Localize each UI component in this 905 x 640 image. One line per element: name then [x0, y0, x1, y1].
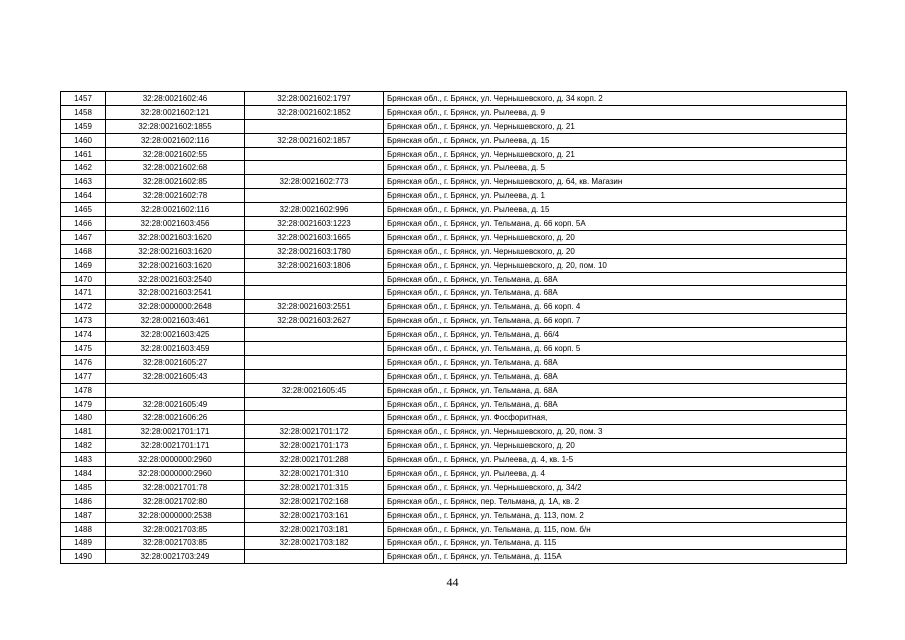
table-row: [61, 425, 847, 439]
table-row: [61, 258, 847, 272]
object-cadastral-number-cell: 32:28:0021701:288: [245, 453, 384, 467]
object-cadastral-number-cell: 32:28:0021602:996: [245, 203, 384, 217]
cadastral-number-cell: 32:28:0021701:171: [106, 425, 245, 439]
row-number-cell: 1485: [61, 480, 106, 494]
row-number-cell: 1478: [61, 383, 106, 397]
cadastral-number-cell: 32:28:0021701:171: [106, 439, 245, 453]
address-cell: Брянская обл., г. Брянск, ул. Тельмана, д. 115: [384, 536, 847, 550]
row-number-cell: 1474: [61, 328, 106, 342]
address-cell: Брянская обл., г. Брянск, ул. Тельмана, д. 68А: [384, 286, 847, 300]
table-row: [61, 286, 847, 300]
address-cell: Брянская обл., г. Брянск, ул. Тельмана, д. 66/4: [384, 328, 847, 342]
table-row: [61, 119, 847, 133]
address-cell: Брянская обл., г. Брянск, ул. Чернышевского, д. 20: [384, 244, 847, 258]
row-number-cell: 1486: [61, 494, 106, 508]
table-row: [61, 480, 847, 494]
table-row: [61, 397, 847, 411]
cadastral-number-cell: 32:28:0021602:55: [106, 147, 245, 161]
cadastral-number-cell: 32:28:0021603:459: [106, 342, 245, 356]
row-number-cell: 1462: [61, 161, 106, 175]
row-number-cell: 1480: [61, 411, 106, 425]
row-number-cell: 1465: [61, 203, 106, 217]
table-row: [61, 508, 847, 522]
row-number-cell: 1470: [61, 272, 106, 286]
table-row: [61, 550, 847, 564]
cadastral-number-cell: 32:28:0000000:2538: [106, 508, 245, 522]
table-row: [61, 217, 847, 231]
table-row: [61, 147, 847, 161]
address-cell: Брянская обл., г. Брянск, ул. Чернышевского, д. 20: [384, 439, 847, 453]
cadastral-number-cell: 32:28:0021605:43: [106, 369, 245, 383]
row-number-cell: 1489: [61, 536, 106, 550]
row-number-cell: 1461: [61, 147, 106, 161]
table-row: [61, 328, 847, 342]
object-cadastral-number-cell: [245, 550, 384, 564]
cadastral-number-cell: 32:28:0021602:78: [106, 189, 245, 203]
object-cadastral-number-cell: 32:28:0021603:1223: [245, 217, 384, 231]
address-cell: Брянская обл., г. Брянск, ул. Чернышевского, д. 21: [384, 147, 847, 161]
object-cadastral-number-cell: [245, 369, 384, 383]
object-cadastral-number-cell: [245, 286, 384, 300]
cadastral-number-cell: 32:28:0021602:121: [106, 105, 245, 119]
row-number-cell: 1487: [61, 508, 106, 522]
cadastral-number-cell: 32:28:0021603:461: [106, 314, 245, 328]
address-cell: Брянская обл., г. Брянск, ул. Тельмана, д. 68А: [384, 369, 847, 383]
table-row: [61, 453, 847, 467]
cadastral-number-cell: 32:28:0021605:49: [106, 397, 245, 411]
address-cell: Брянская обл., г. Брянск, ул. Рылеева, д. 5: [384, 161, 847, 175]
row-number-cell: 1458: [61, 105, 106, 119]
table-row: [61, 369, 847, 383]
address-cell: Брянская обл., г. Брянск, ул. Рылеева, д. 9: [384, 105, 847, 119]
cadastral-number-cell: 32:28:0021701:78: [106, 480, 245, 494]
page-number: 44: [446, 575, 459, 589]
address-cell: Брянская обл., г. Брянск, ул. Рылеева, д. 4: [384, 467, 847, 481]
row-number-cell: 1482: [61, 439, 106, 453]
cadastral-number-cell: 32:28:0021703:85: [106, 522, 245, 536]
cadastral-number-cell: 32:28:0021603:425: [106, 328, 245, 342]
object-cadastral-number-cell: [245, 147, 384, 161]
address-cell: Брянская обл., г. Брянск, ул. Тельмана, д. 115А: [384, 550, 847, 564]
row-number-cell: 1483: [61, 453, 106, 467]
row-number-cell: 1467: [61, 230, 106, 244]
table-row: [61, 355, 847, 369]
row-number-cell: 1473: [61, 314, 106, 328]
object-cadastral-number-cell: [245, 355, 384, 369]
address-cell: Брянская обл., г. Брянск, ул. Рылеева, д. 15: [384, 133, 847, 147]
cadastral-number-cell: 32:28:0021602:116: [106, 133, 245, 147]
cadastral-number-cell: 32:28:0021602:85: [106, 175, 245, 189]
row-number-cell: 1476: [61, 355, 106, 369]
cadastral-number-cell: 32:28:0000000:2648: [106, 300, 245, 314]
cadastral-number-cell: 32:28:0021603:2541: [106, 286, 245, 300]
object-cadastral-number-cell: [245, 189, 384, 203]
object-cadastral-number-cell: [245, 119, 384, 133]
object-cadastral-number-cell: 32:28:0021602:773: [245, 175, 384, 189]
table-row: [61, 230, 847, 244]
row-number-cell: 1464: [61, 189, 106, 203]
object-cadastral-number-cell: [245, 397, 384, 411]
address-cell: Брянская обл., г. Брянск, ул. Рылеева, д. 15: [384, 203, 847, 217]
cadastral-number-cell: 32:28:0000000:2960: [106, 453, 245, 467]
address-cell: Брянская обл., г. Брянск, ул. Тельмана, д. 68А: [384, 383, 847, 397]
cadastral-number-cell: 32:28:0021606:26: [106, 411, 245, 425]
row-number-cell: 1457: [61, 92, 106, 106]
table-row: [61, 383, 847, 397]
row-number-cell: 1490: [61, 550, 106, 564]
object-cadastral-number-cell: 32:28:0021703:181: [245, 522, 384, 536]
address-cell: Брянская обл., г. Брянск, пер. Тельмана, д. 1А, кв. 2: [384, 494, 847, 508]
cadastral-number-cell: 32:28:0021602:1855: [106, 119, 245, 133]
object-cadastral-number-cell: 32:28:0021701:172: [245, 425, 384, 439]
table-row: [61, 175, 847, 189]
cadastral-number-cell: 32:28:0021605:27: [106, 355, 245, 369]
address-cell: Брянская обл., г. Брянск, ул. Фосфоритная,: [384, 411, 847, 425]
table-row: [61, 314, 847, 328]
cadastral-number-cell: 32:28:0000000:2960: [106, 467, 245, 481]
table-row: [61, 411, 847, 425]
registry-table: [60, 91, 847, 564]
cadastral-number-cell: 32:28:0021603:1620: [106, 230, 245, 244]
cadastral-number-cell: [106, 383, 245, 397]
cadastral-number-cell: 32:28:0021603:1620: [106, 258, 245, 272]
object-cadastral-number-cell: 32:28:0021603:2551: [245, 300, 384, 314]
address-cell: Брянская обл., г. Брянск, ул. Тельмана, д. 115, пом. б/н: [384, 522, 847, 536]
address-cell: Брянская обл., г. Брянск, ул. Чернышевского, д. 21: [384, 119, 847, 133]
address-cell: Брянская обл., г. Брянск, ул. Тельмана, д. 66 корп. 5: [384, 342, 847, 356]
address-cell: Брянская обл., г. Брянск, ул. Тельмана, д. 113, пом. 2: [384, 508, 847, 522]
cadastral-number-cell: 32:28:0021603:456: [106, 217, 245, 231]
address-cell: Брянская обл., г. Брянск, ул. Чернышевского, д. 34 корп. 2: [384, 92, 847, 106]
row-number-cell: 1488: [61, 522, 106, 536]
cadastral-number-cell: 32:28:0021702:80: [106, 494, 245, 508]
table-row: [61, 161, 847, 175]
row-number-cell: 1481: [61, 425, 106, 439]
table-row: [61, 467, 847, 481]
object-cadastral-number-cell: 32:28:0021603:1806: [245, 258, 384, 272]
cadastral-number-cell: 32:28:0021603:1620: [106, 244, 245, 258]
table-row: [61, 189, 847, 203]
row-number-cell: 1459: [61, 119, 106, 133]
table-row: [61, 536, 847, 550]
table-row: [61, 203, 847, 217]
address-cell: Брянская обл., г. Брянск, ул. Чернышевского, д. 20, пом. 10: [384, 258, 847, 272]
cadastral-number-cell: 32:28:0021703:249: [106, 550, 245, 564]
row-number-cell: 1479: [61, 397, 106, 411]
cadastral-number-cell: 32:28:0021602:68: [106, 161, 245, 175]
object-cadastral-number-cell: 32:28:0021602:1852: [245, 105, 384, 119]
address-cell: Брянская обл., г. Брянск, ул. Тельмана, д. 68А: [384, 355, 847, 369]
object-cadastral-number-cell: 32:28:0021603:2627: [245, 314, 384, 328]
object-cadastral-number-cell: 32:28:0021603:1665: [245, 230, 384, 244]
table-row: [61, 105, 847, 119]
object-cadastral-number-cell: 32:28:0021703:161: [245, 508, 384, 522]
object-cadastral-number-cell: [245, 161, 384, 175]
object-cadastral-number-cell: 32:28:0021701:310: [245, 467, 384, 481]
object-cadastral-number-cell: [245, 411, 384, 425]
address-cell: Брянская обл., г. Брянск, ул. Рылеева, д. 1: [384, 189, 847, 203]
row-number-cell: 1484: [61, 467, 106, 481]
table-row: [61, 342, 847, 356]
object-cadastral-number-cell: 32:28:0021602:1797: [245, 92, 384, 106]
table-row: [61, 522, 847, 536]
address-cell: Брянская обл., г. Брянск, ул. Чернышевского, д. 20: [384, 230, 847, 244]
address-cell: Брянская обл., г. Брянск, ул. Тельмана, д. 68А: [384, 272, 847, 286]
object-cadastral-number-cell: 32:28:0021702:168: [245, 494, 384, 508]
row-number-cell: 1466: [61, 217, 106, 231]
object-cadastral-number-cell: 32:28:0021605:45: [245, 383, 384, 397]
address-cell: Брянская обл., г. Брянск, ул. Чернышевского, д. 34/2: [384, 480, 847, 494]
row-number-cell: 1477: [61, 369, 106, 383]
object-cadastral-number-cell: [245, 272, 384, 286]
cadastral-number-cell: 32:28:0021703:85: [106, 536, 245, 550]
row-number-cell: 1463: [61, 175, 106, 189]
row-number-cell: 1472: [61, 300, 106, 314]
object-cadastral-number-cell: 32:28:0021703:182: [245, 536, 384, 550]
row-number-cell: 1475: [61, 342, 106, 356]
object-cadastral-number-cell: 32:28:0021602:1857: [245, 133, 384, 147]
address-cell: Брянская обл., г. Брянск, ул. Чернышевского, д. 20, пом. 3: [384, 425, 847, 439]
row-number-cell: 1469: [61, 258, 106, 272]
table-row: [61, 133, 847, 147]
cadastral-number-cell: 32:28:0021602:116: [106, 203, 245, 217]
object-cadastral-number-cell: [245, 328, 384, 342]
row-number-cell: 1460: [61, 133, 106, 147]
address-cell: Брянская обл., г. Брянск, ул. Тельмана, д. 66 корп. 7: [384, 314, 847, 328]
table-row: [61, 272, 847, 286]
registry-table-body: [61, 92, 847, 564]
table-row: [61, 92, 847, 106]
object-cadastral-number-cell: [245, 342, 384, 356]
address-cell: Брянская обл., г. Брянск, ул. Тельмана, д. 68А: [384, 397, 847, 411]
table-row: [61, 300, 847, 314]
table-row: [61, 439, 847, 453]
object-cadastral-number-cell: 32:28:0021603:1780: [245, 244, 384, 258]
address-cell: Брянская обл., г. Брянск, ул. Тельмана, д. 66 корп. 4: [384, 300, 847, 314]
table-row: [61, 244, 847, 258]
object-cadastral-number-cell: 32:28:0021701:173: [245, 439, 384, 453]
address-cell: Брянская обл., г. Брянск, ул. Чернышевского, д. 64, кв. Магазин: [384, 175, 847, 189]
address-cell: Брянская обл., г. Брянск, ул. Тельмана, д. 66 корп. 5А: [384, 217, 847, 231]
table-row: [61, 494, 847, 508]
row-number-cell: 1468: [61, 244, 106, 258]
object-cadastral-number-cell: 32:28:0021701:315: [245, 480, 384, 494]
row-number-cell: 1471: [61, 286, 106, 300]
cadastral-number-cell: 32:28:0021602:46: [106, 92, 245, 106]
address-cell: Брянская обл., г. Брянск, ул. Рылеева, д. 4, кв. 1-5: [384, 453, 847, 467]
cadastral-number-cell: 32:28:0021603:2540: [106, 272, 245, 286]
